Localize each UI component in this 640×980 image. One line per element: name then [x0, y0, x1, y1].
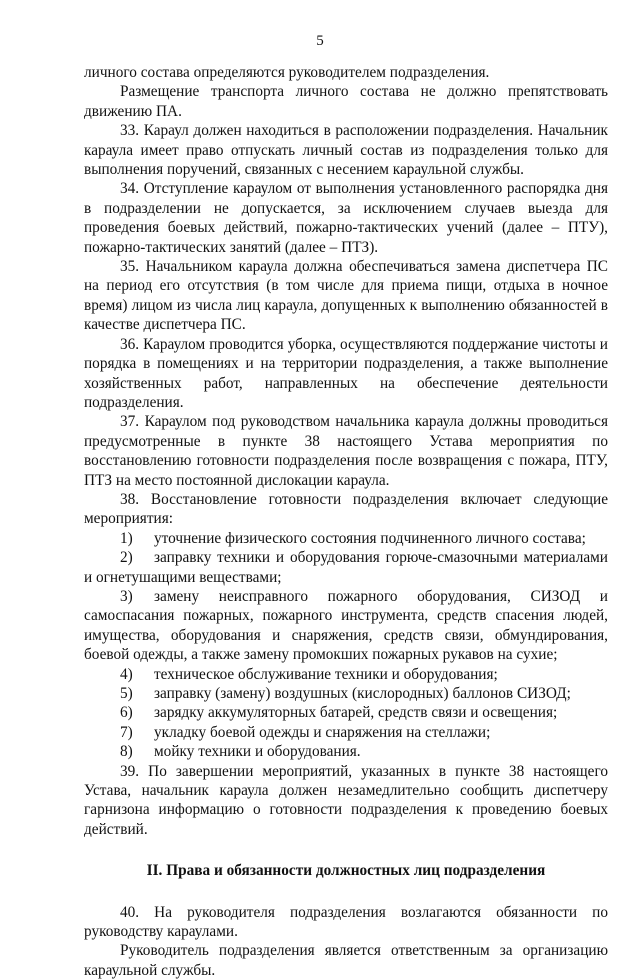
paragraph-33: 33. Караул должен находиться в расположении подразделения. Начальник караула имеет право отпускать личный состав из подразделения только для выполнения поручений, связанных с несением караульной службы.: [84, 122, 608, 179]
list-item: [84, 742, 608, 761]
paragraph-responsibility: Руководитель подразделения является ответственным за организацию караульной службы.: [84, 942, 608, 979]
list-item-text: заправку (замену) воздушных (кислородных) баллонов СИЗОД;: [154, 685, 571, 702]
paragraph-38: 38. Восстановление готовности подразделения включает следующие мероприятия:: [84, 490, 608, 528]
list-item-text: уточнение физического состояния подчиненного личного состава;: [154, 529, 586, 547]
document-body: [84, 63, 608, 980]
list-item-text: зарядку аккумуляторных батарей, средств связи и освещения;: [154, 704, 558, 722]
paragraph-39: 39. По завершении мероприятий, указанных в пункте 38 настоящего Устава, начальник караула должен незамедлительно сообщить диспетчеру гарнизона информацию о готовности подразделения к проведению боевых действий.: [84, 762, 608, 838]
list-item: [84, 587, 608, 665]
list-item-number: 8): [120, 743, 133, 761]
list-item-number: 2): [120, 549, 133, 567]
paragraph-transport: Размещение транспорта личного состава не должно препятствовать движению ПА.: [84, 83, 608, 120]
paragraph-36: 36. Караулом проводится уборка, осуществляются поддержание чистоты и порядка в помещениях и на территории подразделения, а также выполнение хозяйственных работ, направленных на обеспечение деятельности подразделения.: [84, 335, 608, 411]
page-number: 5: [316, 33, 324, 49]
list-item: [84, 703, 608, 722]
list-item-text: заправку техники и оборудования горюче-смазочными материалами и огнетушащими веществами;: [84, 549, 608, 586]
list-item-number: 6): [120, 704, 133, 722]
list-item: [84, 723, 608, 742]
paragraph-35: 35. Начальником караула должна обеспечиваться замена диспетчера ПС на период его отсутствия (в том числе для приема пищи, отдыха в ночное время) лицом из числа лиц караула, допущенных к выполнению обязанностей в качестве диспетчера ПС.: [84, 258, 608, 334]
list-item: [84, 684, 608, 703]
list-item-number: 5): [120, 685, 133, 702]
list-item: [84, 665, 608, 684]
paragraph-continuation: личного состава определяются руководителем подразделения.: [84, 64, 490, 81]
list-item: [84, 529, 608, 548]
list-item-number: 3): [120, 587, 133, 605]
list-item-number: 1): [120, 529, 133, 547]
list-item-text: техническое обслуживание техники и оборудования;: [154, 665, 498, 683]
section-heading: II. Права и обязанности должностных лиц подразделения: [146, 862, 546, 880]
paragraph-37: 37. Караулом под руководством начальника караула должны проводиться предусмотренные в пункте 38 настоящего Устава мероприятия по восстановлению готовности подразделения после возвращения с пожара, ПТУ, ПТЗ на место постоянной дислокации караула.: [84, 413, 608, 489]
list-item-text: замену неисправного пожарного оборудования, СИЗОД и самоспасания пожарных, пожарного инструмента, средств спасения людей, имущества, оборудования и снаряжения, средств связи, обмундирования, боевой одежды, а также замену промокших пожарных рукавов на сухие;: [84, 587, 608, 664]
list-item-text: укладку боевой одежды и снаряжения на стеллажи;: [154, 723, 491, 741]
list-item-number: 4): [120, 665, 133, 683]
list-item-number: 7): [120, 723, 133, 741]
list-item: [84, 548, 608, 587]
list-item-text: мойку техники и оборудования.: [154, 743, 361, 761]
paragraph-34: 34. Отступление караулом от выполнения установленного распорядка дня в подразделении не допускается, за исключением случаев выезда для проведения боевых действий, пожарно-тактических учений (далее – ПТУ), пожарно-тактических занятий (далее – ПТЗ).: [84, 180, 608, 256]
paragraph-40: 40. На руководителя подразделения возлагаются обязанности по руководству караулами.: [84, 903, 608, 941]
